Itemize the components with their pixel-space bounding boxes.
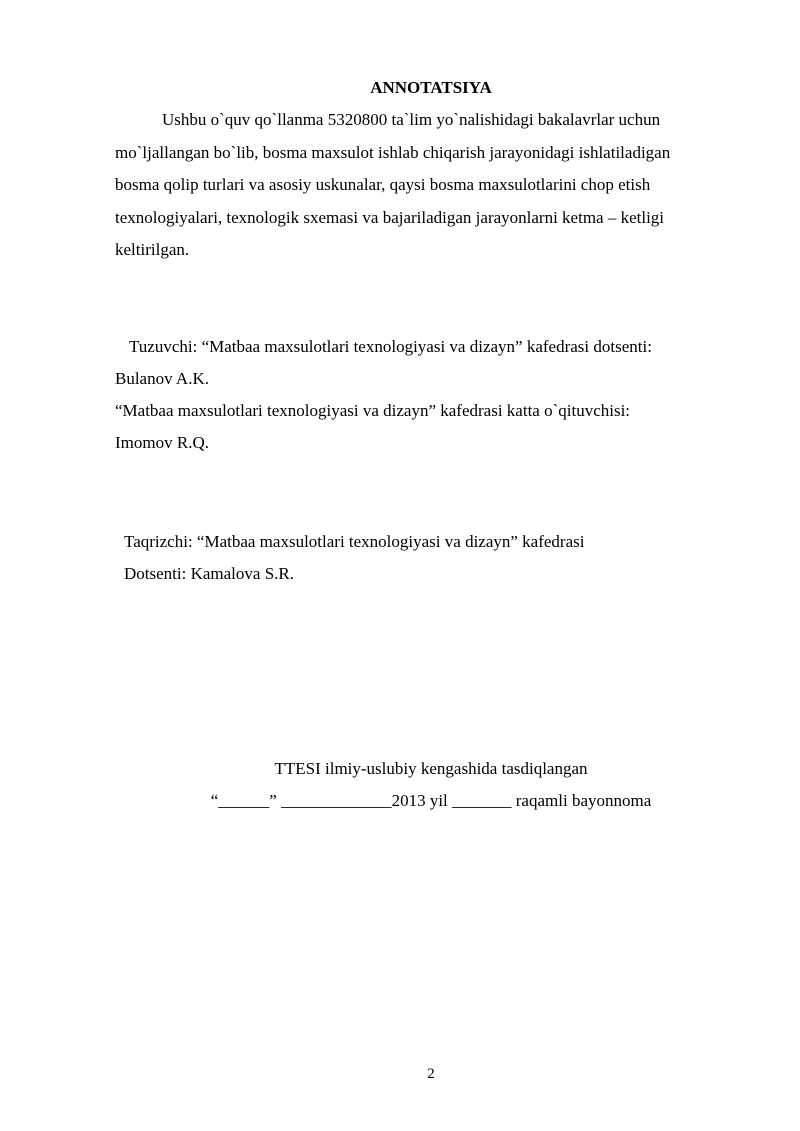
abstract-line: mo`ljallangan bo`lib, bosma maxsulot ishlab chiqarish jarayonidagi ishlatiladigan: [115, 142, 671, 162]
abstract-line: Ushbu o`quv qo`llanma 5320800 ta`lim yo`nalishidagi bakalavrlar uchun: [162, 110, 661, 129]
approval-line: [0, 753, 800, 785]
document-title: ANNOTATSIYA: [370, 78, 492, 97]
author-name: Bulanov A.K.: [115, 369, 209, 388]
approval-protocol-line: [0, 785, 800, 817]
authors-block: [115, 331, 652, 459]
page-number: 2: [427, 1066, 435, 1082]
abstract-line: bosma qolip turlari va asosiy uskunalar, qaysi bosma maxsulotlarini chop etish: [115, 175, 651, 194]
reviewer-block: [124, 526, 584, 590]
approval-text: TTESI ilmiy-uslubiy kengashida tasdiqlangan: [274, 759, 588, 778]
abstract-line: texnologiyalari, texnologik sxemasi va bajariladigan jarayonlarni ketma – ketligi: [115, 207, 665, 227]
approval-protocol-text: “______” _____________2013 yil _______ raqamli bayonnoma: [210, 791, 652, 810]
author-name: Imomov R.Q.: [115, 433, 209, 452]
author-line: Tuzuvchi: “Matbaa maxsulotlari texnologiyasi va dizayn” kafedrasi dotsenti:: [129, 337, 652, 356]
abstract-line: keltirilgan.: [115, 240, 190, 259]
reviewer-line: Taqrizchi: “Matbaa maxsulotlari texnologiyasi va dizayn” kafedrasi: [124, 532, 585, 551]
abstract-paragraph: [115, 104, 735, 267]
author-line: “Matbaa maxsulotlari texnologiyasi va dizayn” kafedrasi katta o`qituvchisi:: [115, 401, 631, 420]
reviewer-name: Dotsenti: Kamalova S.R.: [124, 564, 294, 583]
